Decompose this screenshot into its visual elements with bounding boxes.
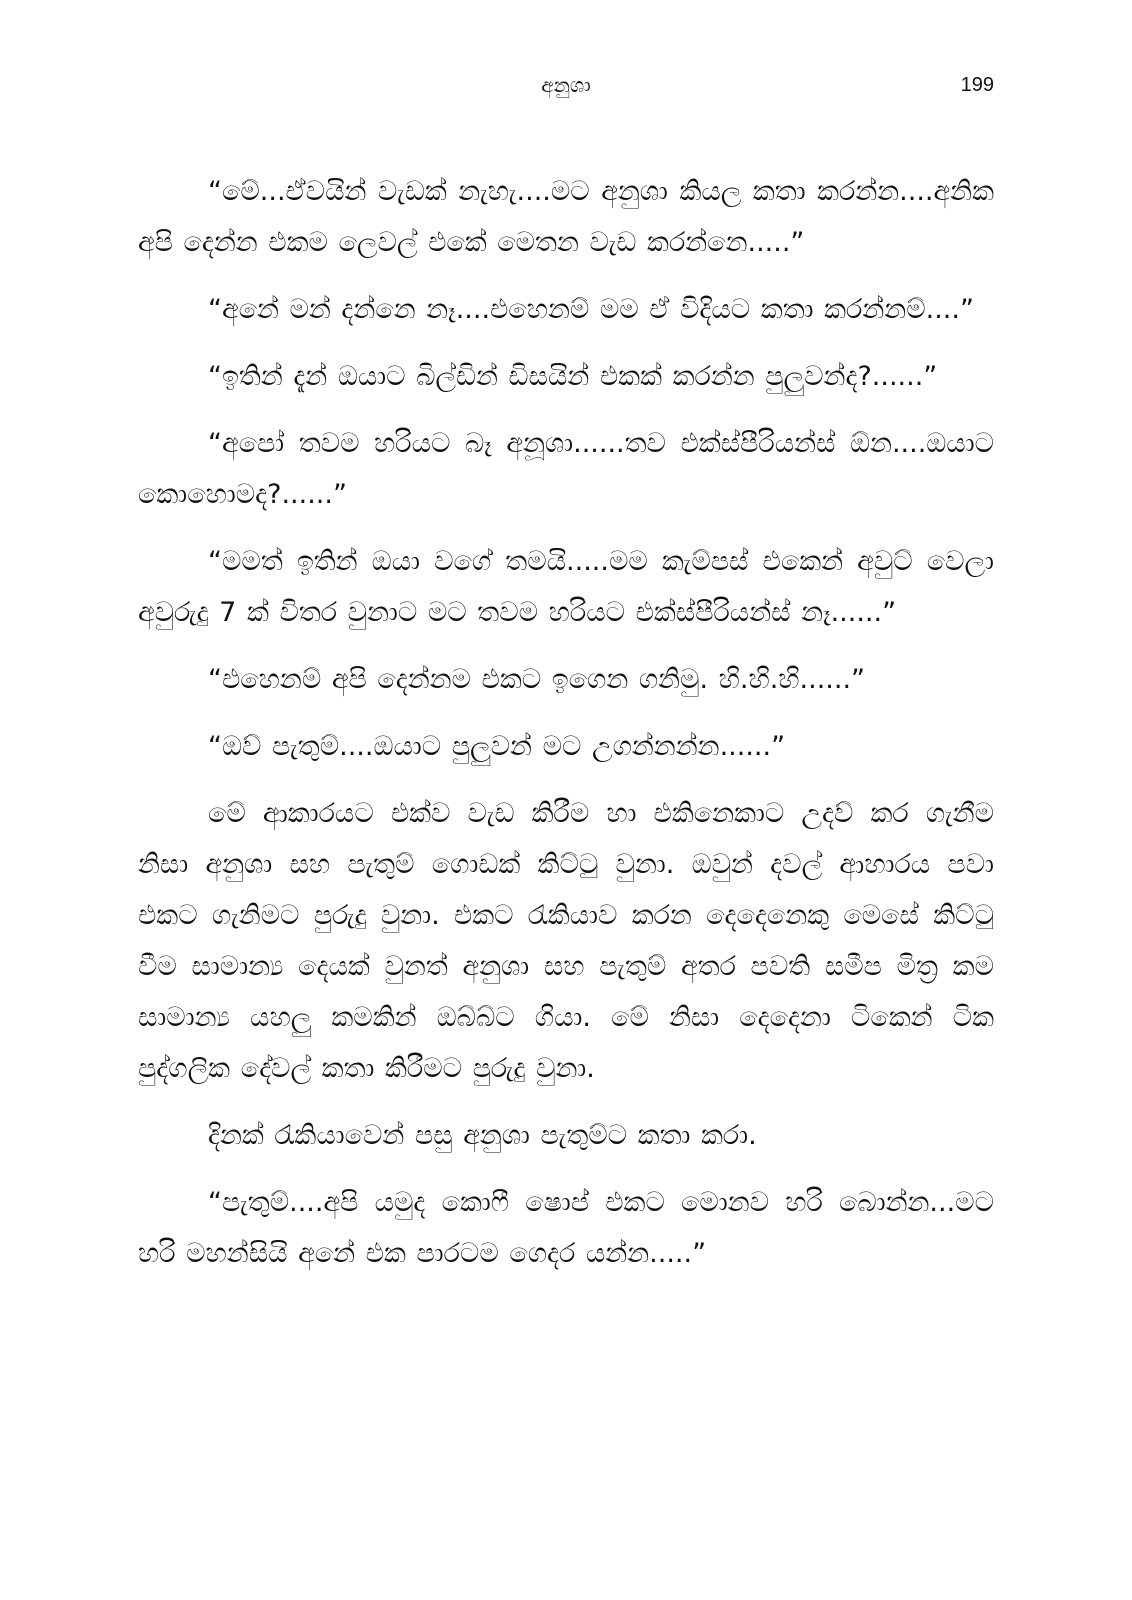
chapter-title: අනුශා [541,73,591,97]
dialogue-paragraph: “අනේ මන් දන්නෙ නෑ....එහෙනම් මම ඒ විදියට කතා කරන්නම්....” [208,294,974,325]
dialogue-paragraph: “අපෝ තවම හරියට බෑ අනූශා......තව එක්ස්පීරියන්ස් ඕන....ඔයාට කොහොමද?......” [138,428,994,510]
page-number: 199 [960,74,994,96]
running-header [138,70,994,100]
narrative-paragraph: මේ ආකාරයට එක්ව වැඩ කිරීම හා එකිනෙකාට උදව් කර ගැනීම නිසා අනුශා සහ පැතුම් ගොඩක් කිට්ටු වුනා. ඔවුන් දවල් ආහාරය පවා එකට ගැනිමට පුරුදු වුනා. එකට රැකියාව කරන දෙදෙනෙකු මෙසේ කිට්ටු වීම සාමාන්‍ය දෙයක් වුනත් අනුශා සහ පැතුම් අතර පවති සමීප මිත්‍ර කම සාමාන්‍ය යහලු කමකින් ඔබ්බ්ට ගියා. මේ නිසා දෙදෙනා ටිකෙන් ටික පුද්ගලික දේවල් කතා කිරීමට පුරුදු වුනා. [138,798,994,1084]
dialogue-paragraph: “මේ...ඒවයින් වැඩක් නැහැ....මට අනුශා කියල කතා කරන්න....අනික අපි දෙන්න එකම ලෙවල් එකේ මෙතන වැඩ කරන්නෙ.....” [138,176,994,258]
body-text [138,166,994,1295]
dialogue-paragraph: “පැතුම්....අපි යමුද කොෆී ෂොප් එකට මොනව හරි බොන්න...මට හරි මහන්සියි අනේ එක පාරටම ගෙදර යන්න.....” [138,1187,994,1269]
dialogue-paragraph: “එහෙනම් අපි දෙන්නම එකට ඉගෙන ගනිමු. හි.හි.හි......” [208,664,866,695]
dialogue-paragraph: “මමත් ඉතින් ඔයා වගේ තමයි.....මම කැම්පස් එකෙන් අවුට් වෙලා අවුරුදු 7 ක් විතර වුනාට මට තවම හරියට එක්ස්පීරියන්ස් නෑ......” [138,546,994,628]
narrative-paragraph: දිනක් රැකියාවෙන් පසු අනුශා පැතුම්ට කතා කරා. [208,1120,757,1151]
dialogue-paragraph: “ඔව් පැතුම්....ඔයාට පුලුවන් මට උගන්නන්න......” [208,731,786,762]
dialogue-paragraph: “ඉතින් දැන් ඔයාට බිල්ඩින් ඩිසයින් එකක් කරන්න පුලුවන්ද?......” [208,361,938,392]
